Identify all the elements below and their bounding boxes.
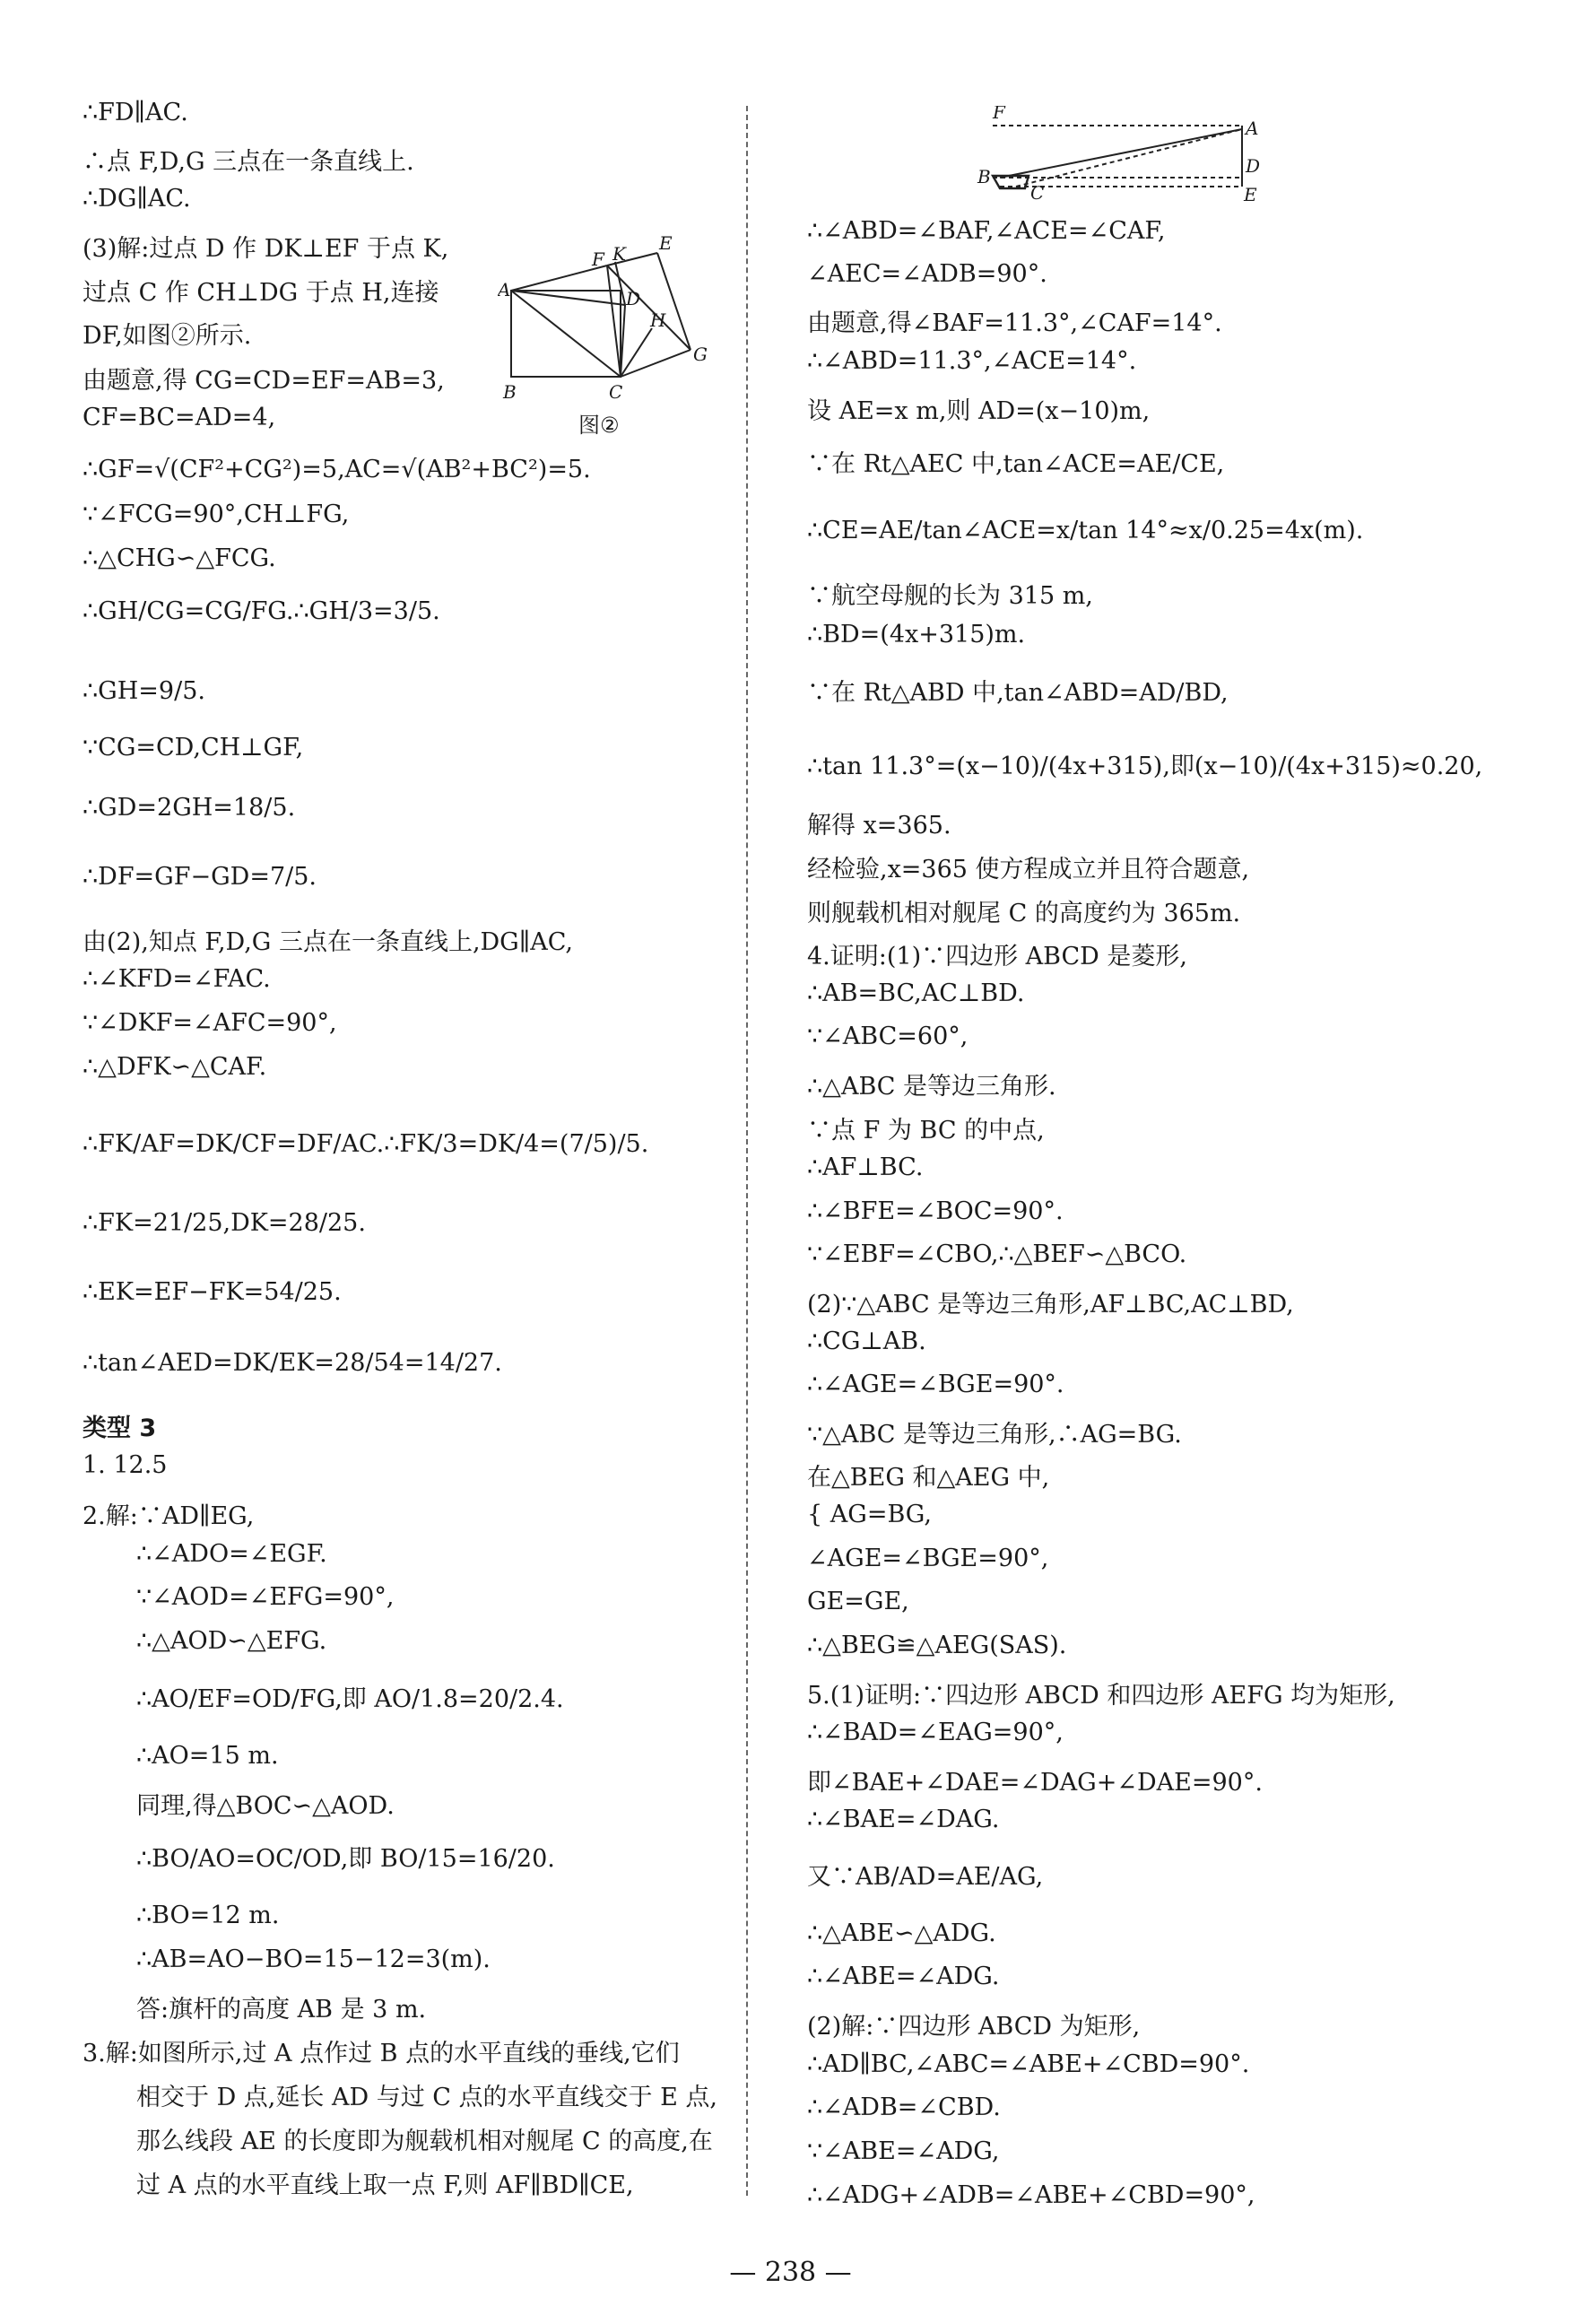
left-text-line: 类型 3: [83, 1414, 157, 1442]
right-text-line: ∵∠EBF=∠CBO,∴△BEF∽△BCO.: [807, 1240, 1187, 1268]
left-text-line: ∴DG∥AC.: [83, 185, 191, 213]
fig2-label-g: G: [693, 344, 708, 365]
right-text-line: ∴CG⊥AB.: [807, 1327, 926, 1355]
fig2-label-b: B: [503, 381, 517, 403]
right-text-line: ∴BD=(4x+315)m.: [807, 621, 1026, 648]
figure-2-diagram: [498, 235, 717, 437]
right-text-line: ∵∠ABE=∠ADG,: [807, 2137, 1000, 2165]
right-text-line: ∴∠ADG+∠ADB=∠ABE+∠CBD=90°,: [807, 2181, 1255, 2209]
left-text-line: ∴GH/CG=CG/FG.∴GH/3=3/5.: [83, 597, 440, 625]
fig2-label-d: D: [626, 288, 641, 309]
right-text-line: ∵∠ABC=60°,: [807, 1023, 969, 1050]
left-text-line: ∴AO/EF=OD/FG,即 AO/1.8=20/2.4.: [136, 1685, 564, 1713]
right-text-line: GE=GE,: [807, 1588, 909, 1615]
right-text-line: ∵点 F 为 BC 的中点,: [807, 1117, 1045, 1145]
right-text-line: (2)∵△ABC 是等边三角形,AF⊥BC,AC⊥BD,: [807, 1291, 1294, 1319]
right-text-line: 解得 x=365.: [807, 812, 951, 840]
right-text-line: ∴△ABC 是等边三角形.: [807, 1073, 1056, 1101]
left-text-line: ∴DF=GF−GD=7/5.: [83, 863, 317, 891]
left-text-line: DF,如图②所示.: [83, 322, 252, 350]
fig2-caption: 图②: [578, 413, 620, 437]
left-text-line: (3)解:过点 D 作 DK⊥EF 于点 K,: [83, 235, 449, 263]
left-text-line: ∵∠FCG=90°,CH⊥FG,: [83, 500, 350, 528]
left-text-line: ∴EK=EF−FK=54/25.: [83, 1278, 342, 1306]
left-text-line: ∴AB=AO−BO=15−12=3(m).: [136, 1945, 491, 1973]
left-text-line: ∴GH=9/5.: [83, 677, 205, 705]
right-text-line: ∴∠AGE=∠BGE=90°.: [807, 1371, 1064, 1398]
fig2-label-c: C: [609, 381, 623, 403]
fig2-label-k: K: [612, 243, 626, 265]
right-text-line: ∴∠BAE=∠DAG.: [807, 1806, 1000, 1833]
left-text-line: ∴AO=15 m.: [136, 1742, 279, 1770]
right-text-line: 由题意,得∠BAF=11.3°,∠CAF=14°.: [807, 309, 1222, 337]
right-text-line: ∵在 Rt△ABD 中,tan∠ABD=AD/BD,: [807, 679, 1229, 707]
right-text-line: 则舰载机相对舰尾 C 的高度约为 365m.: [807, 900, 1241, 927]
fig3-label-c: C: [1030, 182, 1045, 204]
left-text-line: ∵∠DKF=∠AFC=90°,: [83, 1009, 337, 1037]
fig3-label-b: B: [977, 166, 991, 187]
right-text-line: ∴∠ABD=11.3°,∠ACE=14°.: [807, 347, 1137, 375]
right-text-line: ∴AB=BC,AC⊥BD.: [807, 979, 1025, 1007]
left-text-line: 相交于 D 点,延长 AD 与过 C 点的水平直线交于 E 点,: [136, 2084, 717, 2111]
right-text-line: ∴∠ABD=∠BAF,∠ACE=∠CAF,: [807, 217, 1166, 245]
right-text-line: { AG=BG,: [807, 1501, 932, 1528]
fig2-label-e: E: [659, 235, 673, 254]
right-text-line: 设 AE=x m,则 AD=(x−10)m,: [807, 397, 1151, 425]
left-text-line: ∴BO/AO=OC/OD,即 BO/15=16/20.: [136, 1845, 555, 1873]
left-text-line: CF=BC=AD=4,: [83, 404, 276, 431]
column-divider: [746, 106, 748, 2196]
fig2-label-a: A: [498, 279, 511, 300]
right-text-line: ∴∠BAD=∠EAG=90°,: [807, 1719, 1064, 1746]
right-text-line: ∵△ABC 是等边三角形,∴AG=BG.: [807, 1421, 1182, 1449]
left-text-line: 答:旗杆的高度 AB 是 3 m.: [136, 1996, 427, 2024]
right-text-line: ∴∠ABE=∠ADG.: [807, 1963, 1000, 1990]
right-text-line: ∴CE=AE/tan∠ACE=x/tan 14°≈x/0.25=4x(m).: [807, 517, 1364, 544]
fig2-label-f: F: [592, 248, 604, 270]
left-text-line: 那么线段 AE 的长度即为舰载机相对舰尾 C 的高度,在: [136, 2128, 713, 2155]
left-text-line: ∴BO=12 m.: [136, 1902, 280, 1929]
right-text-line: ∵航空母舰的长为 315 m,: [807, 582, 1093, 610]
fig3-label-a: A: [1246, 118, 1259, 139]
right-text-line: (2)解:∵四边形 ABCD 为矩形,: [807, 2013, 1141, 2041]
left-text-line: ∴△AOD∽△EFG.: [136, 1627, 327, 1655]
fig3-label-e: E: [1244, 184, 1257, 205]
left-text-line: ∴△CHG∽△FCG.: [83, 544, 276, 572]
fig3-label-d: D: [1246, 155, 1261, 177]
right-text-line: 4.证明:(1)∵四边形 ABCD 是菱形,: [807, 943, 1187, 971]
right-text-line: ∴△BEG≌△AEG(SAS).: [807, 1632, 1067, 1659]
left-text-line: ∴tan∠AED=DK/EK=28/54=14/27.: [83, 1349, 502, 1377]
left-text-line: ∴FK/AF=DK/CF=DF/AC.∴FK/3=DK/4=(7/5)/5.: [83, 1130, 649, 1158]
left-text-line: ∴点 F,D,G 三点在一条直线上.: [83, 148, 414, 176]
left-text-line: ∵CG=CD,CH⊥GF,: [83, 734, 304, 762]
right-text-line: ∠AGE=∠BGE=90°,: [807, 1545, 1049, 1572]
right-text-line: ∴AF⊥BC.: [807, 1153, 924, 1181]
right-text-line: ∴∠BFE=∠BOC=90°.: [807, 1197, 1064, 1225]
left-text-line: ∴GD=2GH=18/5.: [83, 794, 296, 822]
left-text-line: 过 A 点的水平直线上取一点 F,则 AF∥BD∥CE,: [136, 2172, 634, 2199]
left-text-line: ∴GF=√(CF²+CG²)=5,AC=√(AB²+BC²)=5.: [83, 456, 591, 483]
right-text-line: 又∵AB/AD=AE/AG,: [807, 1863, 1044, 1891]
fig2-label-h: H: [650, 309, 666, 331]
left-text-line: ∵∠AOD=∠EFG=90°,: [136, 1583, 395, 1611]
left-text-line: ∴FK=21/25,DK=28/25.: [83, 1209, 366, 1237]
left-text-line: 由(2),知点 F,D,G 三点在一条直线上,DG∥AC,: [83, 928, 573, 956]
right-text-line: ∴∠ADB=∠CBD.: [807, 2093, 1001, 2121]
right-text-line: 经检验,x=365 使方程成立并且符合题意,: [807, 856, 1250, 883]
right-text-line: 在△BEG 和△AEG 中,: [807, 1464, 1050, 1492]
right-text-line: 即∠BAE+∠DAE=∠DAG+∠DAE=90°.: [807, 1769, 1263, 1797]
left-text-line: ∴△DFK∽△CAF.: [83, 1053, 267, 1081]
right-text-line: ∵在 Rt△AEC 中,tan∠ACE=AE/CE,: [807, 450, 1225, 478]
right-text-line: ∴△ABE∽△ADG.: [807, 1919, 996, 1947]
left-text-line: ∴∠KFD=∠FAC.: [83, 965, 271, 993]
right-text-line: ∠AEC=∠ADB=90°.: [807, 260, 1047, 288]
left-text-line: 同理,得△BOC∽△AOD.: [136, 1792, 395, 1820]
left-text-line: 3.解:如图所示,过 A 点作过 B 点的水平直线的垂线,它们: [83, 2040, 680, 2067]
left-text-line: ∴∠ADO=∠EGF.: [136, 1540, 327, 1568]
right-text-line: ∴AD∥BC,∠ABC=∠ABE+∠CBD=90°.: [807, 2050, 1250, 2078]
page-number: — 238 —: [729, 2257, 852, 2288]
right-text-line: ∴tan 11.3°=(x−10)/(4x+315),即(x−10)/(4x+315)≈0.20,: [807, 753, 1483, 780]
right-text-line: 5.(1)证明:∵四边形 ABCD 和四边形 AEFG 均为矩形,: [807, 1682, 1395, 1710]
fig3-label-f: F: [993, 106, 1005, 123]
left-text-line: 由题意,得 CG=CD=EF=AB=3,: [83, 367, 445, 395]
figure-3-diagram: [973, 106, 1269, 205]
left-text-line: 2.解:∵AD∥EG,: [83, 1502, 255, 1530]
left-text-line: ∴FD∥AC.: [83, 99, 188, 126]
left-text-line: 过点 C 作 CH⊥DG 于点 H,连接: [83, 279, 439, 307]
left-text-line: 1. 12.5: [83, 1451, 168, 1479]
